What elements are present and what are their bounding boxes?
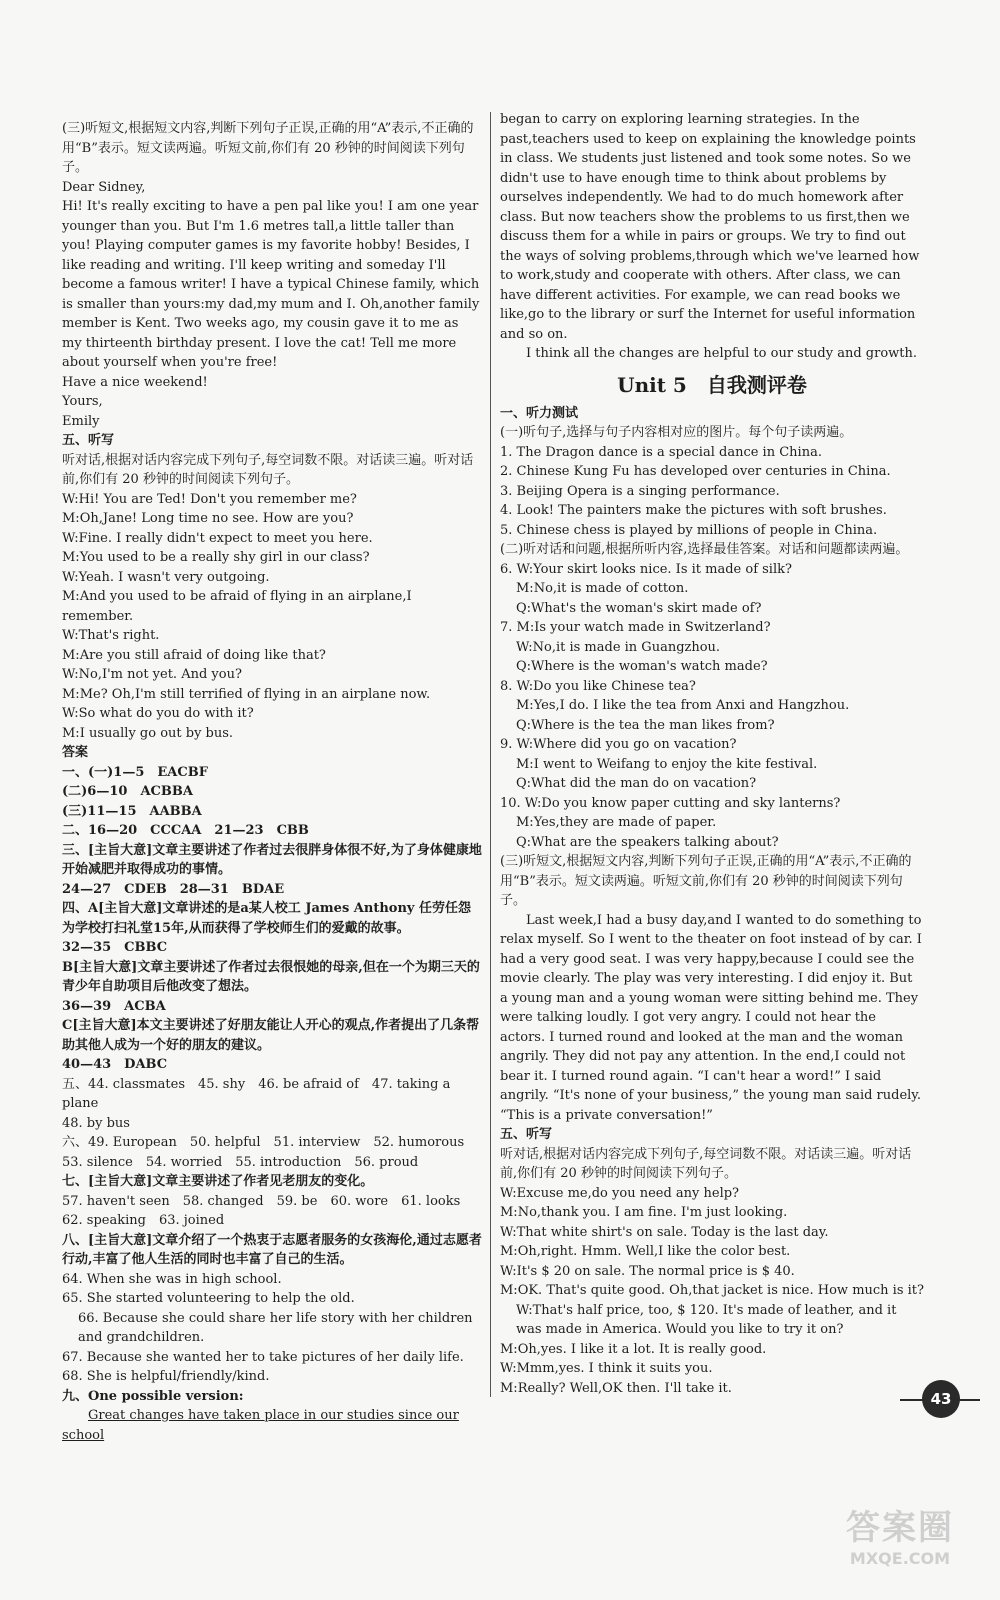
left-paragraph: 24—27 CDEB 28—31 BDAE <box>62 881 285 897</box>
left-paragraph: Hi! It's really exciting to have a pen pal like you! I am one year younger than you. But I'm 1.6 metres tall,a little taller than you! Playing computer games is my favorite hobby! Besides, I like reading and writing. I'll keep writing and someday I'll become a famous writer! I have a typical Chinese family, which is smaller than yours:my dad,my mum and I. Oh,another family member is Kent. Two weeks ago, my cousin gave it to me as my thirteenth birthday present. I love the cat! Tell me more about yourself when you're free! <box>62 199 480 370</box>
left-paragraph: 65. She started volunteering to help the old. <box>62 1291 355 1306</box>
left-paragraph: W:Yeah. I wasn't very outgoing. <box>62 569 270 585</box>
left-paragraph: 六、49. European 50. helpful 51. interview 52. humorous <box>62 1135 465 1150</box>
left-paragraph: 八、[主旨大意]文章介绍了一个热衷于志愿者服务的女孩海伦,通过志愿者行动,丰富了他人生活的同时也丰富了自己的生活。 <box>62 1232 482 1267</box>
right-paragraph: 3. Beijing Opera is a singing performance. <box>500 483 780 499</box>
left-paragraph: 一、(一)1—5 EACBF <box>62 764 208 780</box>
right-paragraph: Q:What are the speakers talking about? <box>516 834 779 850</box>
right-paragraph: Last week,I had a busy day,and I wanted to do something to relax myself. So I went to the theater on foot instead of by car. I had a very good seat. I was very happy,because I could see the movie clearly. The play was very interesting. I did enjoy it. But a young man and a young woman were sitting behind me. They were talking loudly. I got very angry. I could not hear the actors. I turned round and looked at the man and the woman angrily. They did not pay any attention. In the end,I could not bear it. I turned round again. “I can't hear a word!” I said angrily. “It's none of your business,” the young man said rudely. “This is a private conversation!” <box>500 912 922 1123</box>
left-paragraph: M:I usually go out by bus. <box>62 725 234 741</box>
left-paragraph: M:And you used to be afraid of flying in an airplane,I remember. <box>62 589 412 624</box>
right-paragraph: M:OK. That's quite good. Oh,that jacket is nice. How much is it? <box>500 1283 924 1298</box>
left-paragraph: 听对话,根据对话内容完成下列句子,每空词数不限。对话读三遍。听对话前,你们有 20 秒钟的时间阅读下列句子。 <box>62 452 474 487</box>
right-paragraph: (一)听句子,选择与句子内容相对应的图片。每个句子读两遍。 <box>500 425 853 440</box>
right-paragraph: 8. W:Do you like Chinese tea? <box>500 678 696 694</box>
left-paragraph: 二、16—20 CCCAA 21—23 CBB <box>62 823 309 838</box>
right-paragraph: 4. Look! The painters make the pictures with soft brushes. <box>500 503 887 518</box>
left-paragraph: B[主旨大意]文章主要讲述了作者过去很恨她的母亲,但在一个为期三天的青少年自助项目后他改变了想法。 <box>62 959 480 994</box>
right-paragraph: W:That white shirt's on sale. Today is the last day. <box>500 1224 829 1240</box>
right-paragraph: Q:Where is the tea the man likes from? <box>516 717 775 733</box>
left-paragraph: 32—35 CBBC <box>62 940 168 955</box>
left-paragraph: 四、A[主旨大意]文章讲述的是a某人校工 James Anthony 任劳任怨为学校打扫礼堂15年,从而获得了学校师生们的爱戴的故事。 <box>62 901 471 936</box>
right-paragraph: 10. W:Do you know paper cutting and sky lanterns? <box>500 795 841 811</box>
right-paragraph: W:Excuse me,do you need any help? <box>500 1185 740 1201</box>
left-paragraph: W:Hi! You are Ted! Don't you remember me? <box>62 491 357 507</box>
left-paragraph: 40—43 DABC <box>62 1057 168 1072</box>
left-paragraph: Emily <box>62 413 100 429</box>
right-paragraph: W:No,it is made in Guangzhou. <box>516 639 721 655</box>
left-paragraph: M:Me? Oh,I'm still terrified of flying in an airplane now. <box>62 686 431 702</box>
left-paragraph: W:So what do you do with it? <box>62 706 254 721</box>
right-paragraph: W:That's half price, too, $ 120. It's made of leather, and it was made in America. Would you like to try it on? <box>516 1302 897 1337</box>
right-paragraph: 听对话,根据对话内容完成下列句子,每空词数不限。对话读三遍。听对话前,你们有 20 秒钟的时间阅读下列句子。 <box>500 1146 912 1181</box>
right-paragraph: Q:Where is the woman's watch made? <box>516 659 768 674</box>
left-column <box>62 119 482 1445</box>
left-paragraph: W:Fine. I really didn't expect to meet you here. <box>62 530 373 546</box>
right-paragraph: 2. Chinese Kung Fu has developed over centuries in China. <box>500 464 891 479</box>
right-paragraph: M:Yes,they are made of paper. <box>516 815 717 830</box>
right-paragraph: 6. W:Your skirt looks nice. Is it made of silk? <box>500 561 792 577</box>
right-paragraph: (三)听短文,根据短文内容,判断下列句子正误,正确的用“A”表示,不正确的用“B”表示。短文读两遍。听短文前,你们有 20 秒钟的时间阅读下列句子。 <box>500 854 912 908</box>
right-paragraph: 7. M:Is your watch made in Switzerland? <box>500 620 771 635</box>
left-paragraph: 57. haven't seen 58. changed 59. be 60. wore 61. looks <box>62 1193 461 1209</box>
right-paragraph: M:I went to Weifang to enjoy the kite festival. <box>516 756 818 772</box>
right-paragraph: (二)听对话和问题,根据所听内容,选择最佳答案。对话和问题都读两遍。 <box>500 542 909 557</box>
left-paragraph: 36—39 ACBA <box>62 998 166 1014</box>
left-paragraph: (三)11—15 AABBA <box>62 803 202 819</box>
left-paragraph: Yours, <box>62 394 103 409</box>
left-paragraph: 68. She is helpful/friendly/kind. <box>62 1369 270 1384</box>
right-paragraph: Unit 5 自我测评卷 <box>617 372 807 397</box>
right-paragraph: W:Mmm,yes. I think it suits you. <box>500 1361 713 1376</box>
left-paragraph: W:No,I'm not yet. And you? <box>62 667 242 682</box>
right-paragraph: Q:What's the woman's skirt made of? <box>516 600 762 616</box>
watermark-url: MXQE.COM <box>849 1549 951 1568</box>
left-paragraph: (二)6—10 ACBBA <box>62 784 193 799</box>
right-column <box>500 110 924 1398</box>
left-paragraph: 48. by bus <box>62 1115 130 1131</box>
left-paragraph: Dear Sidney, <box>62 179 146 195</box>
right-paragraph: M:No,it is made of cotton. <box>516 581 689 596</box>
watermark-logo: 答案圈 <box>846 1508 954 1548</box>
right-paragraph: I think all the changes are helpful to our study and growth. <box>526 346 918 361</box>
left-paragraph: (三)听短文,根据短文内容,判断下列句子正误,正确的用“A”表示,不正确的用“B”表示。短文读两遍。听短文前,你们有 20 秒钟的时间阅读下列句子。 <box>62 121 474 175</box>
right-paragraph: M:Yes,I do. I like the tea from Anxi and Hangzhou. <box>516 698 850 713</box>
right-paragraph: M:Really? Well,OK then. I'll take it. <box>500 1380 732 1396</box>
left-paragraph: M:Oh,Jane! Long time no see. How are you? <box>62 511 354 526</box>
watermark <box>810 1500 990 1590</box>
left-paragraph: M:Are you still afraid of doing like that? <box>62 647 326 663</box>
column-divider <box>490 112 491 1397</box>
page-number: 43 <box>922 1380 960 1418</box>
left-paragraph: 62. speaking 63. joined <box>62 1213 225 1228</box>
right-paragraph: 五、听写 <box>500 1127 553 1142</box>
left-paragraph: 66. Because she could share her life story with her children and grandchildren. <box>78 1310 473 1345</box>
left-paragraph: 64. When she was in high school. <box>62 1271 282 1287</box>
right-paragraph: began to carry on exploring learning strategies. In the past,teachers used to keep on explaining the knowledge points in class. We students just listened and took some notes. So we didn't use to have enough time to think about problems by ourselves independently. We had to do much homework after class. But now teachers show the problems to us first,then we discuss them for a while in pairs or groups. We try to find out the ways of solving problems,through which we've learned how to work,study and cooperate with others. After class, we can have different activities. For example, we can read books we like,go to the library or surf the Internet for useful information and so on. <box>500 112 920 342</box>
left-paragraph: C[主旨大意]本文主要讲述了好朋友能让人开心的观点,作者提出了几条帮助其他人成为一个好的朋友的建议。 <box>62 1018 480 1053</box>
right-paragraph: 5. Chinese chess is played by millions of people in China. <box>500 522 878 538</box>
left-paragraph: 九、One possible version: <box>62 1388 244 1404</box>
left-paragraph: 五、44. classmates 45. shy 46. be afraid of 47. taking a plane <box>62 1076 451 1111</box>
right-paragraph: 9. W:Where did you go on vacation? <box>500 737 737 752</box>
left-paragraph: 三、[主旨大意]文章主要讲述了作者过去很胖身体很不好,为了身体健康地开始减肥并取得成功的事情。 <box>62 842 482 877</box>
right-paragraph: M:Oh,right. Hmm. Well,I like the color best. <box>500 1244 791 1259</box>
right-paragraph: M:Oh,yes. I like it a lot. It is really good. <box>500 1341 767 1357</box>
left-paragraph: Have a nice weekend! <box>62 374 208 390</box>
right-paragraph: Q:What did the man do on vacation? <box>516 776 757 791</box>
left-paragraph: W:That's right. <box>62 628 160 643</box>
left-paragraph: 67. Because she wanted her to take pictures of her daily life. <box>62 1349 464 1365</box>
left-paragraph: 53. silence 54. worried 55. introduction 56. proud <box>62 1154 419 1170</box>
left-paragraph: M:You used to be a really shy girl in our class? <box>62 550 370 565</box>
left-paragraph: 七、[主旨大意]文章主要讲述了作者见老朋友的变化。 <box>62 1174 374 1189</box>
right-paragraph: 1. The Dragon dance is a special dance in China. <box>500 444 822 460</box>
left-paragraph: 五、听写 <box>62 433 115 448</box>
right-paragraph: M:No,thank you. I am fine. I'm just looking. <box>500 1205 788 1220</box>
right-paragraph: 一、听力测试 <box>500 405 579 421</box>
left-paragraph: 答案 <box>62 745 89 760</box>
right-paragraph: W:It's $ 20 on sale. The normal price is $ 40. <box>500 1263 795 1279</box>
left-paragraph: Great changes have taken place in our studies since our school <box>62 1408 459 1443</box>
